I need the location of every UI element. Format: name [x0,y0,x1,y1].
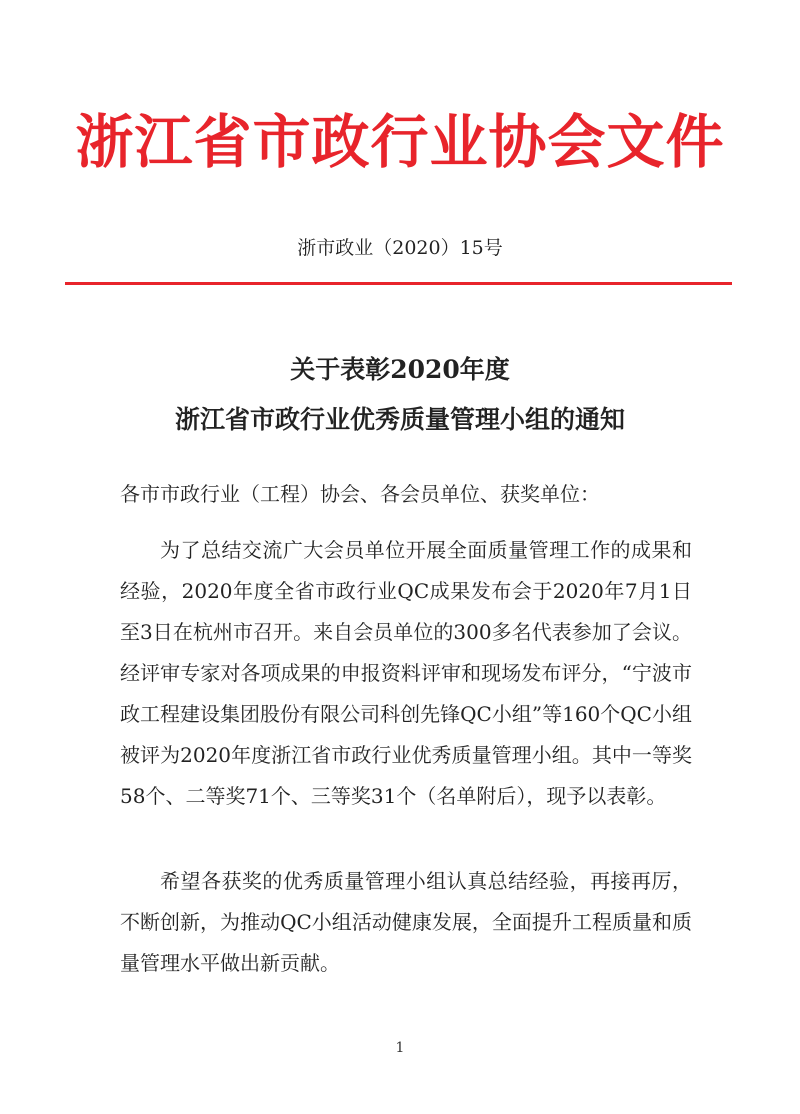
notice-title-line-2: 浙江省市政行业优秀质量管理小组的通知 [174,405,625,434]
red-divider-line [65,282,732,285]
document-header-title: 浙江省市政行业协会文件 [75,108,725,176]
document-number: 浙市政业（2020）15号 [297,237,503,259]
page-number: 1 [395,1040,405,1056]
salutation: 各市市政行业（工程）协会、各会员单位、获奖单位： [120,482,600,506]
body-paragraph-2: 希望各获奖的优秀质量管理小组认真总结经验，再接再厉，不断创新，为推动QC小组活动健康发展，全面提升工程质量和质量管理水平做出新贡献。 [120,869,692,975]
notice-title-line-1: 关于表彰2020年度 [290,355,510,384]
body-paragraph-1: 为了总结交流广大会员单位开展全面质量管理工作的成果和经验，2020年度全省市政行业QC成果发布会于2020年7月1日至3日在杭州市召开。来自会员单位的300多名代表参加了会议。经评审专家对各项成果的申报资料评审和现场发布评分，“宁波市政工程建设集团股份有限公司科创先锋QC小组”等160个QC小组被评为2020年度浙江省市政行业优秀质量管理小组。其中一等奖58个、二等奖71个、三等奖31个（名单附后），现予以表彰。 [120,538,692,808]
